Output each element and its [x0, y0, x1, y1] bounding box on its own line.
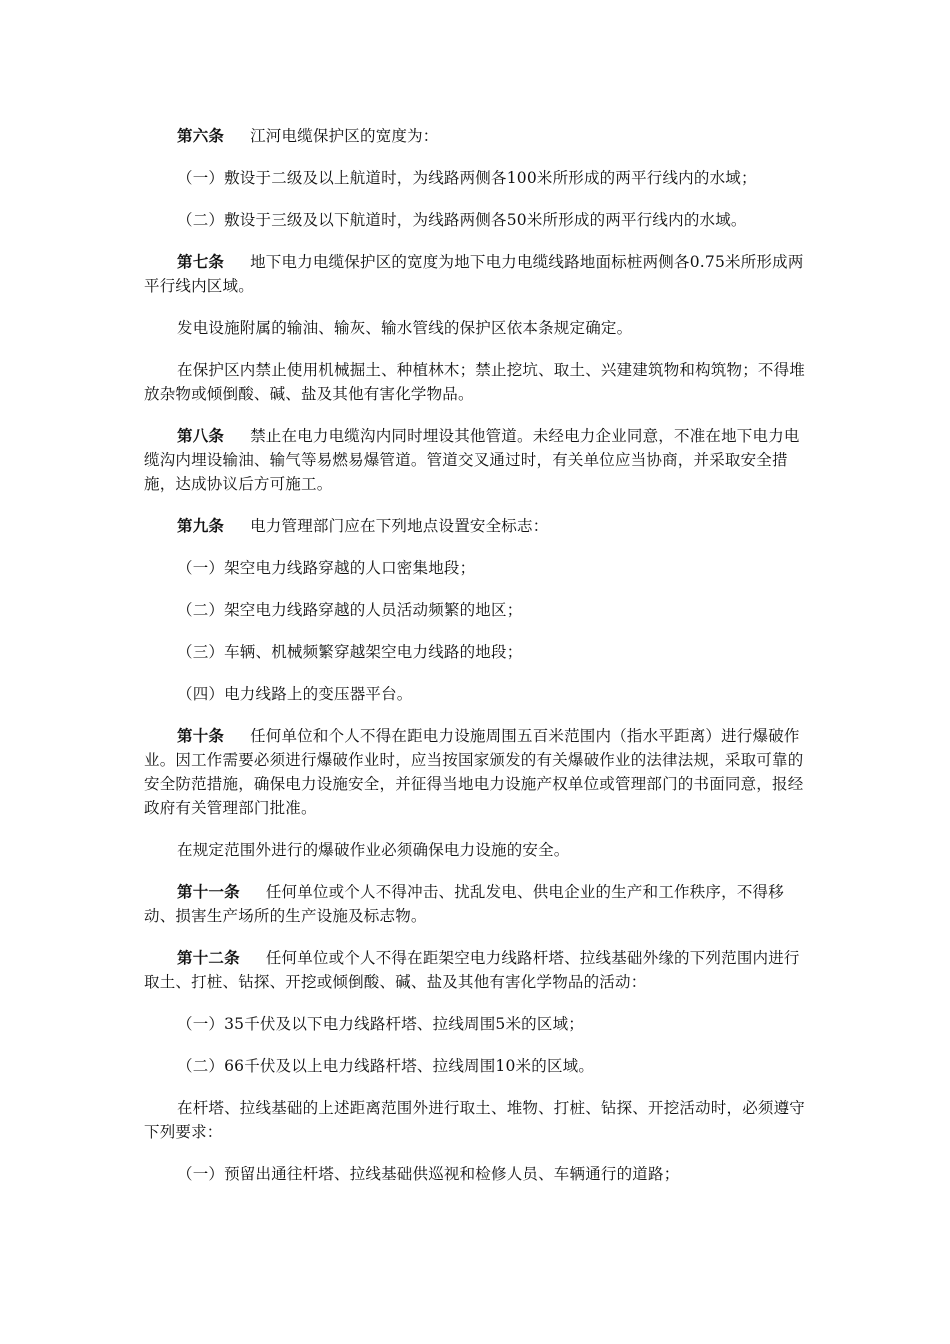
paragraph-text: （一）架空电力线路穿越的人口密集地段； [177, 559, 476, 577]
body-paragraph [144, 1096, 814, 1144]
article-7 [144, 250, 814, 298]
paragraph-text: （一）35千伏及以下电力线路杆塔、拉线周围5米的区域； [177, 1015, 584, 1033]
article-10 [144, 724, 814, 820]
paragraph-text: 在杆塔、拉线基础的上述距离范围外进行取土、堆物、打桩、钻探、开挖活动时，必须遵守下列要求： [144, 1099, 806, 1141]
paragraph-text: 在规定范围外进行的爆破作业必须确保电力设施的安全。 [177, 841, 570, 859]
paragraph-text: 禁止在电力电缆沟内同时埋设其他管道。未经电力企业同意，不准在地下电力电缆沟内埋设输油、输气等易燃易爆管道。管道交叉通过时，有关单位应当协商，并采取安全措施，达成协议后方可施工。 [144, 427, 800, 493]
paragraph-text: （四）电力线路上的变压器平台。 [177, 685, 413, 703]
clause-item [144, 1054, 814, 1078]
clause-item [144, 208, 814, 232]
paragraph-text: （三）车辆、机械频繁穿越架空电力线路的地段； [177, 643, 523, 661]
clause-item [144, 682, 814, 706]
body-paragraph [144, 838, 814, 862]
article-heading: 第七条 [177, 252, 225, 271]
article-heading: 第六条 [177, 126, 225, 145]
paragraph-text: （一）敷设于二级及以上航道时，为线路两侧各100米所形成的两平行线内的水域； [177, 169, 757, 187]
paragraph-text: 在保护区内禁止使用机械掘土、种植林木；禁止挖坑、取土、兴建建筑物和构筑物；不得堆放杂物或倾倒酸、碱、盐及其他有害化学物品。 [144, 361, 806, 403]
paragraph-text: 任何单位或个人不得冲击、扰乱发电、供电企业的生产和工作秩序，不得移动、损害生产场所的生产设施及标志物。 [144, 883, 784, 925]
paragraph-text: 发电设施附属的输油、输灰、输水管线的保护区依本条规定确定。 [177, 319, 633, 337]
clause-item [144, 640, 814, 664]
paragraph-text: 地下电力电缆保护区的宽度为地下电力电缆线路地面标桩两侧各0.75米所形成两平行线内区域。 [144, 253, 804, 295]
paragraph-text: 任何单位或个人不得在距架空电力线路杆塔、拉线基础外缘的下列范围内进行取土、打桩、钻探、开挖或倾倒酸、碱、盐及其他有害化学物品的活动： [144, 949, 800, 991]
article-heading: 第九条 [177, 516, 225, 535]
article-9 [144, 514, 814, 538]
paragraph-text: 任何单位和个人不得在距电力设施周围五百米范围内（指水平距离）进行爆破作业。因工作需要必须进行爆破作业时，应当按国家颁发的有关爆破作业的法律法规，采取可靠的安全防范措施，确保电力设施安全，并征得当地电力设施产权单位或管理部门的书面同意，报经政府有关管理部门批准。 [144, 727, 804, 817]
paragraph-text: 江河电缆保护区的宽度为： [250, 127, 439, 145]
article-6 [144, 124, 814, 148]
paragraph-text: （二）66千伏及以上电力线路杆塔、拉线周围10米的区域。 [177, 1057, 595, 1075]
article-heading: 第八条 [177, 426, 225, 445]
paragraph-text: 电力管理部门应在下列地点设置安全标志： [250, 517, 549, 535]
paragraph-text: （二）架空电力线路穿越的人员活动频繁的地区； [177, 601, 523, 619]
article-8 [144, 424, 814, 496]
clause-item [144, 166, 814, 190]
clause-item [144, 556, 814, 580]
clause-item [144, 598, 814, 622]
article-heading: 第十条 [177, 726, 225, 745]
paragraph-text: （二）敷设于三级及以下航道时，为线路两侧各50米所形成的两平行线内的水域。 [177, 211, 747, 229]
paragraph-text: （一）预留出通往杆塔、拉线基础供巡视和检修人员、车辆通行的道路； [177, 1165, 680, 1183]
document-body [144, 124, 814, 1204]
article-12 [144, 946, 814, 994]
body-paragraph [144, 358, 814, 406]
clause-item [144, 1012, 814, 1036]
article-11 [144, 880, 814, 928]
article-heading: 第十二条 [177, 948, 240, 967]
body-paragraph [144, 316, 814, 340]
article-heading: 第十一条 [177, 882, 240, 901]
clause-item [144, 1162, 814, 1186]
